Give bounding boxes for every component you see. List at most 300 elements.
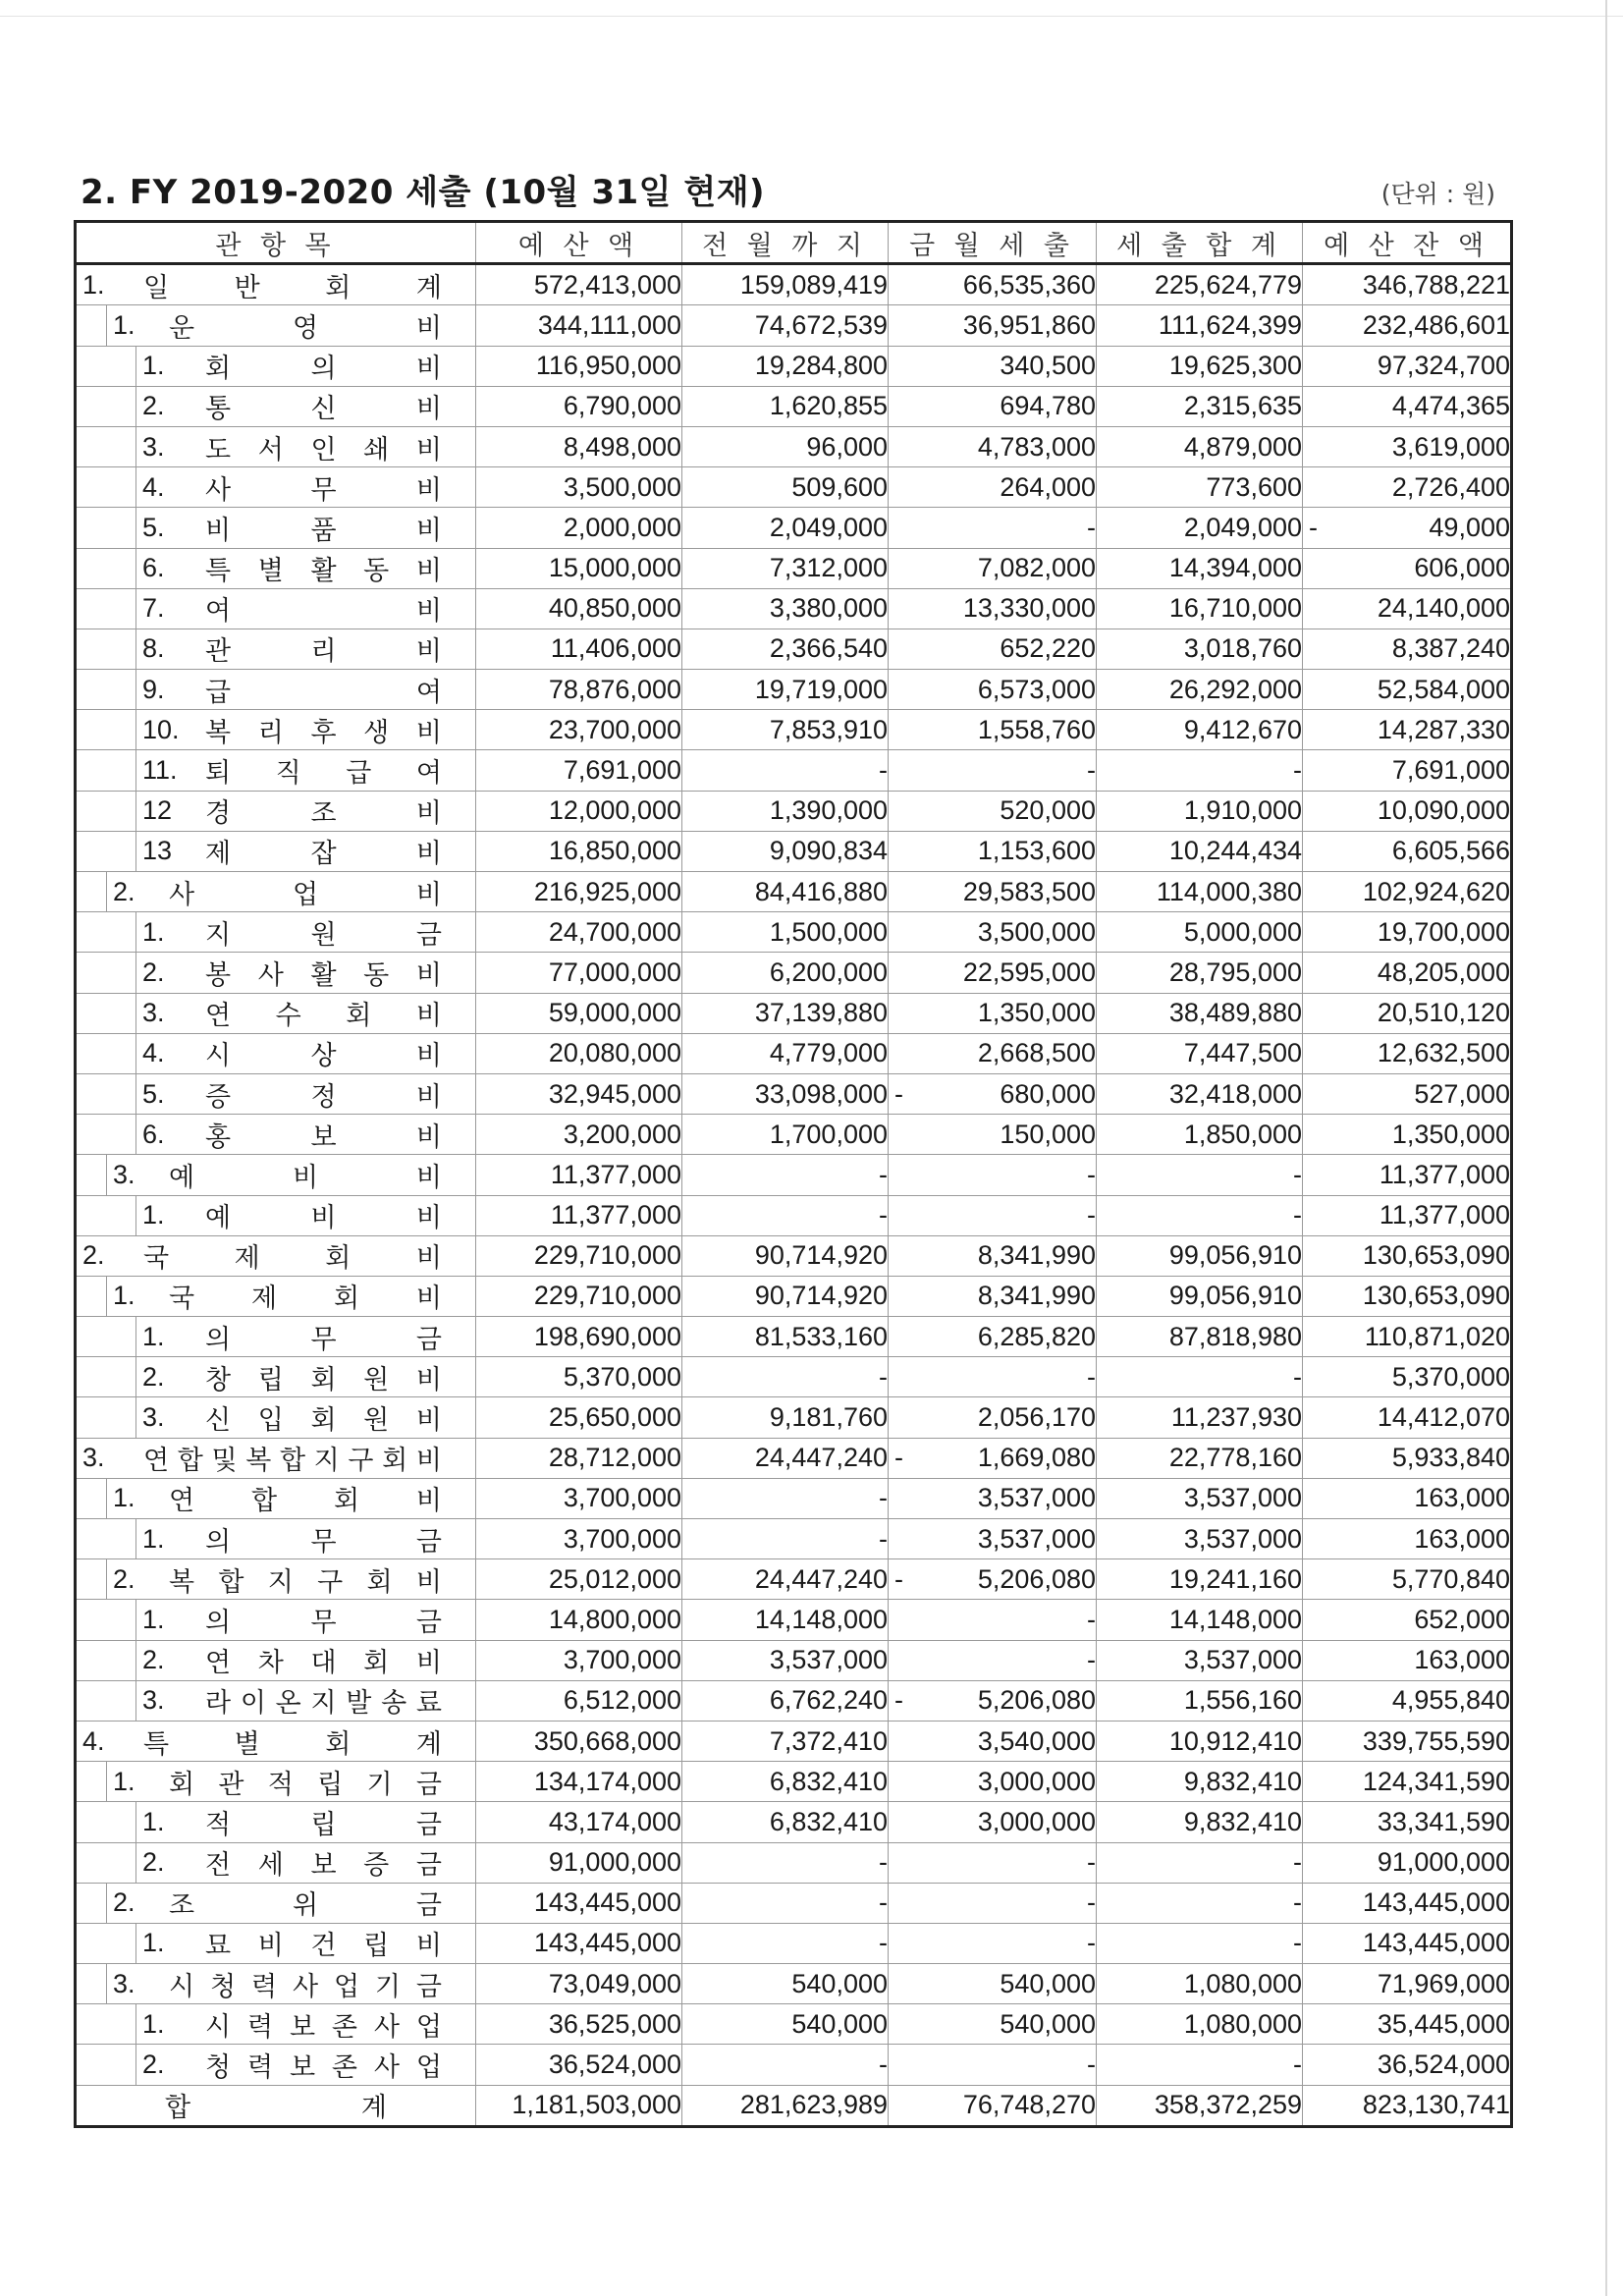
row-name: 국 제 회 비 bbox=[169, 1284, 442, 1314]
row-label bbox=[76, 1195, 476, 1235]
cell-prior: - bbox=[682, 1883, 889, 1923]
cell-month: 6,573,000 bbox=[889, 670, 1097, 710]
cell-total: 26,292,000 bbox=[1097, 670, 1303, 710]
header-budget-remaining: 예 산 잔 액 bbox=[1303, 222, 1512, 264]
row-label bbox=[76, 1519, 476, 1559]
scan-top-edge bbox=[0, 16, 1623, 17]
table-row bbox=[76, 1115, 1512, 1155]
cell-total: 9,832,410 bbox=[1097, 1762, 1303, 1802]
cell-remain: 163,000 bbox=[1303, 1519, 1512, 1559]
expenditure-table bbox=[74, 220, 1513, 2128]
cell-month: 6,285,820 bbox=[889, 1317, 1097, 1357]
cell-remain: 143,445,000 bbox=[1303, 1923, 1512, 1963]
cell-total: - bbox=[1097, 2045, 1303, 2085]
cell-budget: 28,712,000 bbox=[476, 1438, 682, 1478]
cell-budget: 7,691,000 bbox=[476, 750, 682, 791]
cell-budget: 2,000,000 bbox=[476, 508, 682, 548]
header-expenditure-total: 세 출 합 계 bbox=[1097, 222, 1303, 264]
cell-remain: 10,090,000 bbox=[1303, 791, 1512, 831]
table-row bbox=[76, 588, 1512, 629]
cell-month: - bbox=[889, 1600, 1097, 1640]
table-row bbox=[76, 1033, 1512, 1073]
row-name: 시 청 력 사 업 기 금 bbox=[169, 1971, 442, 2001]
cell-budget: 11,377,000 bbox=[476, 1195, 682, 1235]
cell-prior: - bbox=[682, 1155, 889, 1195]
table-row bbox=[76, 1317, 1512, 1357]
cell-remain: - 49,000 bbox=[1303, 508, 1512, 548]
indent-rule bbox=[77, 1357, 136, 1396]
indent-rule bbox=[77, 1924, 136, 1963]
cell-total: 4,879,000 bbox=[1097, 426, 1303, 466]
cell-remain: 124,341,590 bbox=[1303, 1762, 1512, 1802]
row-label bbox=[76, 264, 476, 305]
row-number: 6. bbox=[142, 1119, 165, 1149]
row-name: 연 차 대 회 비 bbox=[205, 1648, 442, 1678]
table-row bbox=[76, 1276, 1512, 1316]
table-row bbox=[76, 1438, 1512, 1478]
cell-remain: 48,205,000 bbox=[1303, 953, 1512, 993]
cell-budget: 43,174,000 bbox=[476, 1802, 682, 1842]
row-label bbox=[76, 1680, 476, 1721]
cell-month: - 680,000 bbox=[889, 1073, 1097, 1114]
row-name: 복 합 지 구 회 비 bbox=[169, 1566, 442, 1597]
row-label bbox=[76, 629, 476, 669]
indent-rule bbox=[77, 710, 136, 749]
row-number: 7. bbox=[142, 593, 165, 624]
indent-rule bbox=[77, 1762, 107, 1801]
table-row bbox=[76, 1519, 1512, 1559]
cell-total: 7,447,500 bbox=[1097, 1033, 1303, 1073]
cell-budget: 36,524,000 bbox=[476, 2045, 682, 2085]
row-number: 2. bbox=[142, 1361, 165, 1392]
cell-budget: 572,413,000 bbox=[476, 264, 682, 305]
cell-remain: 110,871,020 bbox=[1303, 1317, 1512, 1357]
row-number: 3. bbox=[113, 1968, 135, 1998]
row-label bbox=[76, 912, 476, 953]
indent-rule bbox=[77, 1479, 107, 1518]
cell-prior: 7,372,410 bbox=[682, 1721, 889, 1761]
cell-month: 1,350,000 bbox=[889, 993, 1097, 1033]
row-number: 2. bbox=[113, 876, 135, 906]
cell-prior: 540,000 bbox=[682, 1964, 889, 2004]
row-name: 통 신 비 bbox=[205, 394, 442, 424]
cell-total: 1,850,000 bbox=[1097, 1115, 1303, 1155]
cell-remain: 527,000 bbox=[1303, 1073, 1512, 1114]
cell-remain: 24,140,000 bbox=[1303, 588, 1512, 629]
row-name: 경 조 비 bbox=[205, 798, 442, 829]
unit-note: (단위 : 원) bbox=[1380, 180, 1495, 208]
row-label bbox=[76, 1964, 476, 2004]
table-row bbox=[76, 264, 1512, 305]
cell-total: 3,018,760 bbox=[1097, 629, 1303, 669]
table-row bbox=[76, 670, 1512, 710]
row-number: 1. bbox=[142, 1604, 165, 1634]
cell-total: 1,556,160 bbox=[1097, 1680, 1303, 1721]
row-name: 라 이 온 지 발 송 료 bbox=[205, 1688, 442, 1719]
row-label bbox=[76, 1115, 476, 1155]
cell-month: 7,082,000 bbox=[889, 548, 1097, 588]
cell-prior: 33,098,000 bbox=[682, 1073, 889, 1114]
cell-budget: 25,650,000 bbox=[476, 1397, 682, 1438]
total-label bbox=[76, 2085, 476, 2126]
row-name: 국 제 회 비 bbox=[143, 1243, 442, 1274]
indent-rule bbox=[77, 387, 136, 426]
cell-prior: 7,853,910 bbox=[682, 710, 889, 750]
cell-prior: 540,000 bbox=[682, 2004, 889, 2045]
row-name: 의 무 금 bbox=[205, 1324, 442, 1354]
cell-prior: 24,447,240 bbox=[682, 1559, 889, 1600]
cell-month: 520,000 bbox=[889, 791, 1097, 831]
cell-remain: 11,377,000 bbox=[1303, 1195, 1512, 1235]
row-label bbox=[76, 1438, 476, 1478]
indent-rule bbox=[77, 1397, 136, 1437]
table-row bbox=[76, 1923, 1512, 1963]
cell-month: 66,535,360 bbox=[889, 264, 1097, 305]
cell-remain: 7,691,000 bbox=[1303, 750, 1512, 791]
cell-remain: 20,510,120 bbox=[1303, 993, 1512, 1033]
indent-rule bbox=[77, 750, 136, 790]
cell-month: 36,951,860 bbox=[889, 305, 1097, 346]
table-row bbox=[76, 1883, 1512, 1923]
total-remain: 823,130,741 bbox=[1303, 2085, 1512, 2126]
table-row bbox=[76, 1600, 1512, 1640]
cell-total: 14,148,000 bbox=[1097, 1600, 1303, 1640]
cell-total: 32,418,000 bbox=[1097, 1073, 1303, 1114]
row-number: 8. bbox=[142, 633, 165, 664]
row-name: 복 리 후 생 비 bbox=[205, 717, 442, 747]
cell-total: 5,000,000 bbox=[1097, 912, 1303, 953]
total-total: 358,372,259 bbox=[1097, 2085, 1303, 2126]
cell-month: 3,000,000 bbox=[889, 1802, 1097, 1842]
cell-budget: 350,668,000 bbox=[476, 1721, 682, 1761]
row-label bbox=[76, 1883, 476, 1923]
indent-rule bbox=[77, 872, 107, 911]
cell-budget: 11,406,000 bbox=[476, 629, 682, 669]
cell-total: 773,600 bbox=[1097, 467, 1303, 508]
cell-prior: - bbox=[682, 1923, 889, 1963]
table-row bbox=[76, 1964, 1512, 2004]
row-name: 특 별 회 계 bbox=[143, 1728, 442, 1759]
row-name: 전 세 보 증 금 bbox=[205, 1850, 442, 1881]
total-label-b: 계 bbox=[360, 2093, 387, 2123]
cell-month: 8,341,990 bbox=[889, 1235, 1097, 1276]
row-name: 연 합 및 복 합 지 구 회 비 bbox=[143, 1446, 442, 1476]
cell-budget: 12,000,000 bbox=[476, 791, 682, 831]
row-number: 6. bbox=[142, 553, 165, 583]
table-row bbox=[76, 2004, 1512, 2045]
indent-rule bbox=[77, 1196, 136, 1235]
table-row bbox=[76, 1802, 1512, 1842]
table-row bbox=[76, 791, 1512, 831]
cell-remain: 36,524,000 bbox=[1303, 2045, 1512, 2085]
row-name: 지 원 금 bbox=[205, 919, 442, 950]
cell-total: 3,537,000 bbox=[1097, 1478, 1303, 1518]
cell-total: 1,910,000 bbox=[1097, 791, 1303, 831]
row-number: 1. bbox=[113, 1281, 135, 1311]
indent-rule bbox=[77, 1034, 136, 1073]
row-number: 4. bbox=[142, 1038, 165, 1068]
cell-budget: 36,525,000 bbox=[476, 2004, 682, 2045]
header-row bbox=[76, 222, 1512, 264]
cell-budget: 5,370,000 bbox=[476, 1357, 682, 1397]
table-row bbox=[76, 386, 1512, 426]
cell-total: 2,049,000 bbox=[1097, 508, 1303, 548]
cell-prior: 3,380,000 bbox=[682, 588, 889, 629]
cell-prior: 159,089,419 bbox=[682, 264, 889, 305]
cell-month: 3,540,000 bbox=[889, 1721, 1097, 1761]
row-number: 1. bbox=[113, 1766, 135, 1796]
cell-remain: 163,000 bbox=[1303, 1640, 1512, 1680]
indent-rule bbox=[77, 832, 136, 871]
row-number: 1. bbox=[142, 1523, 165, 1554]
cell-remain: 5,770,840 bbox=[1303, 1559, 1512, 1600]
cell-remain: 163,000 bbox=[1303, 1478, 1512, 1518]
row-number: 4. bbox=[82, 1725, 105, 1756]
row-number: 12 bbox=[142, 795, 173, 826]
cell-month: - bbox=[889, 1155, 1097, 1195]
header-this-month: 금 월 세 출 bbox=[889, 222, 1097, 264]
row-label bbox=[76, 1600, 476, 1640]
cell-budget: 16,850,000 bbox=[476, 831, 682, 871]
indent-rule bbox=[77, 467, 136, 507]
cell-prior: 4,779,000 bbox=[682, 1033, 889, 1073]
row-label bbox=[76, 791, 476, 831]
row-number: 2. bbox=[142, 391, 165, 421]
cell-total: 16,710,000 bbox=[1097, 588, 1303, 629]
cell-prior: - bbox=[682, 1195, 889, 1235]
cell-remain: 35,445,000 bbox=[1303, 2004, 1512, 2045]
cell-prior: 7,312,000 bbox=[682, 548, 889, 588]
cell-remain: 2,726,400 bbox=[1303, 467, 1512, 508]
cell-prior: - bbox=[682, 750, 889, 791]
total-month: 76,748,270 bbox=[889, 2085, 1097, 2126]
row-name: 시 력 보 존 사 업 bbox=[205, 2011, 442, 2042]
cell-budget: 229,710,000 bbox=[476, 1235, 682, 1276]
cell-prior: 90,714,920 bbox=[682, 1235, 889, 1276]
table-row bbox=[76, 1640, 1512, 1680]
cell-total: 2,315,635 bbox=[1097, 386, 1303, 426]
cell-month: 264,000 bbox=[889, 467, 1097, 508]
cell-remain: 232,486,601 bbox=[1303, 305, 1512, 346]
row-name: 회 의 비 bbox=[205, 354, 442, 384]
cell-prior: 1,620,855 bbox=[682, 386, 889, 426]
cell-month: 694,780 bbox=[889, 386, 1097, 426]
row-name: 도 서 인 쇄 비 bbox=[205, 434, 442, 465]
cell-month: - bbox=[889, 1883, 1097, 1923]
cell-total: - bbox=[1097, 1195, 1303, 1235]
total-prior: 281,623,989 bbox=[682, 2085, 889, 2126]
cell-budget: 6,512,000 bbox=[476, 1680, 682, 1721]
row-number: 5. bbox=[142, 1078, 165, 1109]
row-number: 1. bbox=[82, 269, 105, 300]
cell-total: 19,241,160 bbox=[1097, 1559, 1303, 1600]
cell-month: - bbox=[889, 1923, 1097, 1963]
ledger-body bbox=[76, 264, 1512, 2085]
total-budget: 1,181,503,000 bbox=[476, 2085, 682, 2126]
table-row bbox=[76, 993, 1512, 1033]
row-number: 13 bbox=[142, 836, 173, 866]
cell-total: - bbox=[1097, 1842, 1303, 1883]
cell-budget: 11,377,000 bbox=[476, 1155, 682, 1195]
cell-remain: 3,619,000 bbox=[1303, 426, 1512, 466]
cell-remain: 6,605,566 bbox=[1303, 831, 1512, 871]
row-name: 의 무 금 bbox=[205, 1526, 442, 1557]
cell-month: 8,341,990 bbox=[889, 1276, 1097, 1316]
indent-rule bbox=[77, 792, 136, 831]
table-row bbox=[76, 953, 1512, 993]
cell-prior: 509,600 bbox=[682, 467, 889, 508]
cell-month: 3,000,000 bbox=[889, 1762, 1097, 1802]
page-title: 2. FY 2019-2020 세출 (10월 31일 현재) bbox=[81, 173, 766, 212]
cell-prior: 6,200,000 bbox=[682, 953, 889, 993]
table-row bbox=[76, 548, 1512, 588]
cell-total: - bbox=[1097, 750, 1303, 791]
row-name: 시 상 비 bbox=[205, 1041, 442, 1071]
table-row bbox=[76, 426, 1512, 466]
row-name: 묘 비 건 립 비 bbox=[205, 1931, 442, 1961]
cell-budget: 116,950,000 bbox=[476, 346, 682, 386]
cell-month: 13,330,000 bbox=[889, 588, 1097, 629]
row-number: 1. bbox=[113, 309, 135, 340]
row-label bbox=[76, 426, 476, 466]
cell-remain: 33,341,590 bbox=[1303, 1802, 1512, 1842]
cell-budget: 91,000,000 bbox=[476, 1842, 682, 1883]
cell-budget: 73,049,000 bbox=[476, 1964, 682, 2004]
row-label bbox=[76, 548, 476, 588]
row-label bbox=[76, 1317, 476, 1357]
cell-remain: 1,350,000 bbox=[1303, 1115, 1512, 1155]
row-name: 특 별 활 동 비 bbox=[205, 556, 442, 586]
cell-prior: - bbox=[682, 1842, 889, 1883]
row-label bbox=[76, 993, 476, 1033]
indent-rule bbox=[77, 1884, 107, 1923]
cell-total: 3,537,000 bbox=[1097, 1640, 1303, 1680]
cell-prior: 3,537,000 bbox=[682, 1640, 889, 1680]
row-label bbox=[76, 670, 476, 710]
row-name: 여 비 bbox=[205, 596, 442, 627]
cell-budget: 198,690,000 bbox=[476, 1317, 682, 1357]
cell-budget: 3,700,000 bbox=[476, 1640, 682, 1680]
table-row bbox=[76, 1842, 1512, 1883]
cell-budget: 20,080,000 bbox=[476, 1033, 682, 1073]
indent-rule bbox=[77, 1115, 136, 1154]
cell-month: - bbox=[889, 1357, 1097, 1397]
cell-prior: 6,832,410 bbox=[682, 1802, 889, 1842]
cell-remain: 19,700,000 bbox=[1303, 912, 1512, 953]
row-number: 3. bbox=[142, 1402, 165, 1433]
cell-prior: - bbox=[682, 1519, 889, 1559]
indent-rule bbox=[77, 2045, 136, 2084]
row-name: 예 비 비 bbox=[169, 1162, 442, 1192]
row-label bbox=[76, 1559, 476, 1600]
table-row bbox=[76, 1235, 1512, 1276]
cell-total: - bbox=[1097, 1357, 1303, 1397]
cell-month: 2,668,500 bbox=[889, 1033, 1097, 1073]
row-label bbox=[76, 1721, 476, 1761]
row-label bbox=[76, 710, 476, 750]
cell-budget: 32,945,000 bbox=[476, 1073, 682, 1114]
row-name: 홍 보 비 bbox=[205, 1121, 442, 1152]
row-label bbox=[76, 750, 476, 791]
cell-remain: 652,000 bbox=[1303, 1600, 1512, 1640]
row-name: 연 수 회 비 bbox=[205, 1001, 442, 1031]
cell-month: 150,000 bbox=[889, 1115, 1097, 1155]
row-name: 의 무 금 bbox=[205, 1607, 442, 1637]
cell-remain: 130,653,090 bbox=[1303, 1235, 1512, 1276]
indent-rule bbox=[77, 629, 136, 669]
cell-remain: 4,474,365 bbox=[1303, 386, 1512, 426]
cell-budget: 77,000,000 bbox=[476, 953, 682, 993]
row-name: 퇴 직 급 여 bbox=[205, 758, 442, 789]
row-number: 4. bbox=[142, 471, 165, 502]
cell-prior: 2,366,540 bbox=[682, 629, 889, 669]
indent-rule bbox=[77, 1155, 107, 1194]
row-name: 제 잡 비 bbox=[205, 839, 442, 869]
cell-prior: 81,533,160 bbox=[682, 1317, 889, 1357]
table-row bbox=[76, 750, 1512, 791]
row-label bbox=[76, 1842, 476, 1883]
row-number: 9. bbox=[142, 674, 165, 704]
row-name: 급 여 bbox=[205, 677, 442, 707]
cell-budget: 14,800,000 bbox=[476, 1600, 682, 1640]
row-name: 신 입 회 원 비 bbox=[205, 1405, 442, 1436]
row-number: 1. bbox=[142, 916, 165, 947]
row-label bbox=[76, 1155, 476, 1195]
row-number: 3. bbox=[142, 1685, 165, 1716]
cell-budget: 3,200,000 bbox=[476, 1115, 682, 1155]
indent-rule bbox=[77, 953, 136, 992]
row-name: 증 정 비 bbox=[205, 1081, 442, 1112]
row-number: 1. bbox=[113, 1483, 135, 1513]
row-number: 2. bbox=[142, 957, 165, 987]
row-number: 2. bbox=[113, 1887, 135, 1918]
cell-total: - bbox=[1097, 1155, 1303, 1195]
cell-total: 111,624,399 bbox=[1097, 305, 1303, 346]
row-label bbox=[76, 305, 476, 346]
cell-prior: 2,049,000 bbox=[682, 508, 889, 548]
cell-budget: 3,700,000 bbox=[476, 1519, 682, 1559]
cell-month: 652,220 bbox=[889, 629, 1097, 669]
row-name: 관 리 비 bbox=[205, 636, 442, 667]
row-name: 사 업 비 bbox=[169, 879, 442, 909]
row-number: 2. bbox=[113, 1563, 135, 1594]
indent-rule bbox=[77, 2004, 136, 2044]
cell-remain: 97,324,700 bbox=[1303, 346, 1512, 386]
row-number: 11. bbox=[142, 755, 178, 786]
cell-month: 340,500 bbox=[889, 346, 1097, 386]
indent-rule bbox=[77, 1641, 136, 1680]
cell-remain: 14,287,330 bbox=[1303, 710, 1512, 750]
indent-rule bbox=[77, 1559, 107, 1599]
table-row bbox=[76, 831, 1512, 871]
table-row bbox=[76, 1721, 1512, 1761]
cell-month: 1,153,600 bbox=[889, 831, 1097, 871]
cell-remain: 8,387,240 bbox=[1303, 629, 1512, 669]
cell-prior: 6,762,240 bbox=[682, 1680, 889, 1721]
row-label bbox=[76, 1397, 476, 1438]
cell-total: 38,489,880 bbox=[1097, 993, 1303, 1033]
scan-right-edge bbox=[1605, 0, 1607, 2296]
cell-budget: 3,500,000 bbox=[476, 467, 682, 508]
cell-month: - bbox=[889, 1842, 1097, 1883]
cell-prior: 1,700,000 bbox=[682, 1115, 889, 1155]
indent-rule bbox=[77, 305, 107, 345]
cell-prior: 84,416,880 bbox=[682, 872, 889, 912]
cell-total: 1,080,000 bbox=[1097, 2004, 1303, 2045]
row-label bbox=[76, 1276, 476, 1316]
row-name: 연 합 회 비 bbox=[169, 1486, 442, 1516]
row-label bbox=[76, 2045, 476, 2085]
